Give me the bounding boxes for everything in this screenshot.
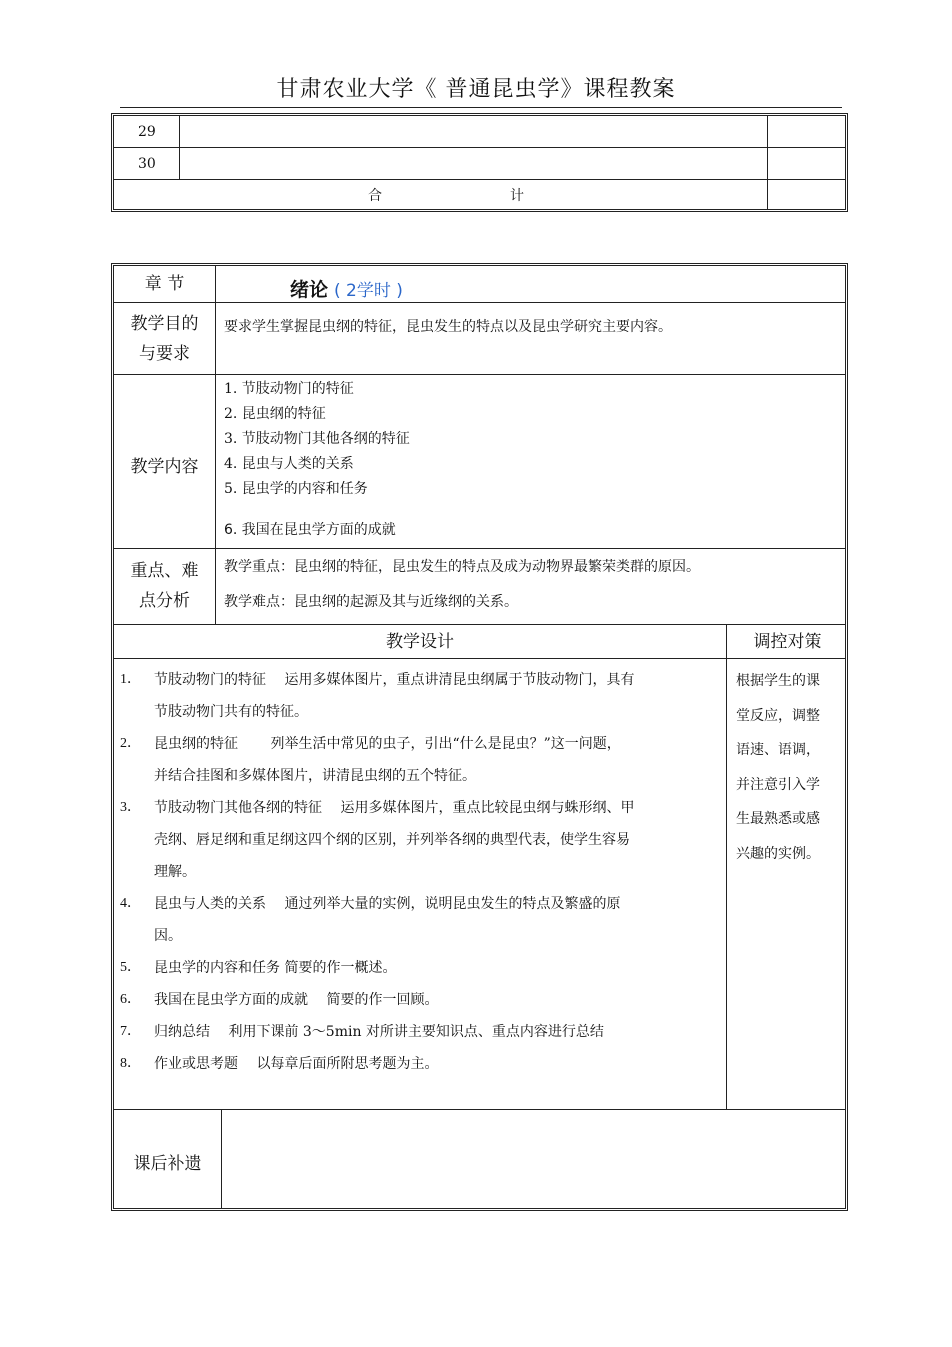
table-row [114,116,845,148]
table-row [114,148,845,180]
total-row [114,180,845,209]
total-label-left: 合 [368,187,382,204]
design-item: 4． 昆虫与人类的关系 通过列举大量的实例，说明昆虫发生的特点及繁盛的原 因。 [120,896,621,944]
goal-text: 要求学生掌握昆虫纲的特征，昆虫发生的特点以及昆虫学研究主要内容。 [224,319,672,335]
design-item: 5． 昆虫学的内容和任务 简要的作一概述。 [120,960,397,976]
chapter-title [290,275,403,302]
design-item: 2． 昆虫纲的特征 列举生活中常见的虫子，引出“什么是昆虫？”这一问题， 并结合挂图和多媒体图片，讲清昆虫纲的五个特征。 [120,736,621,784]
list-item: 1. 节肢动物门的特征 [224,381,354,397]
difficult-point-text: 教学难点：昆虫纲的起源及其与近缘纲的关系。 [224,594,518,610]
control-strategy-text: 根据学生的课 堂反应，调整 语速、语调， 并注意引入学 生最熟悉或感 兴趣的实例。 [736,673,820,862]
summary-table [111,113,848,212]
goal-label [114,309,215,369]
list-item: 2. 昆虫纲的特征 [224,406,326,422]
content-label: 教学内容 [130,457,199,477]
chapter-label: 章 节 [144,274,185,294]
row-number: 30 [114,148,180,179]
row-hours-cell [768,148,845,179]
header-rule [120,107,842,108]
key-label-line: 重点、难 [130,561,199,581]
content-list [224,377,410,502]
list-item: 5. 昆虫学的内容和任务 [224,481,368,497]
list-item: 4. 昆虫与人类的关系 [224,456,354,472]
control-header: 调控对策 [753,632,822,652]
total-label-right: 计 [510,187,524,204]
design-list [120,664,724,1080]
row-hours-cell [768,116,845,147]
list-item: 3. 节肢动物门其他各纲的特征 [224,431,410,447]
total-label-cell [114,180,768,209]
goal-label-line: 教学目的 [130,314,199,334]
key-point-text: 教学重点：昆虫纲的特征，昆虫发生的特点及成为动物界最繁荣类群的原因。 [224,559,700,575]
design-item: 8． 作业或思考题 以每章后面所附思考题为主。 [120,1056,439,1072]
chapter-title-text: 绪论 [290,279,329,301]
design-item: 7． 归纳总结 利用下课前 3～5min 对所讲主要知识点、重点内容进行总结 [120,1024,604,1040]
supplement-label: 课后补遗 [133,1154,202,1174]
design-item: 6． 我国在昆虫学方面的成就 简要的作一回顾。 [120,992,439,1008]
key-points-label [114,556,215,616]
row-content-cell [180,148,768,179]
content-item-6: 6. 我国在昆虫学方面的成就 [224,522,396,538]
design-item: 3． 节肢动物门其他各纲的特征 运用多媒体图片，重点比较昆虫纲与蛛形纲、甲 壳纲、唇足纲和重足纲这四个纲的区别，并列举各纲的典型代表，使学生容易 理解。 [120,800,635,880]
design-header: 教学设计 [386,632,454,652]
supplement-cell [222,1110,845,1208]
lesson-plan-table [111,263,848,1211]
key-label-line: 点分析 [139,591,190,611]
chapter-hours: ( 2学时 ) [334,281,403,301]
page-header-title: 甘肃农业大学《 普通昆虫学》课程教案 [276,77,676,102]
goal-label-line: 与要求 [139,344,190,364]
design-item: 1． 节肢动物门的特征 运用多媒体图片，重点讲清昆虫纲属于节肢动物门，具有 节肢动物门共有的特征。 [120,672,635,720]
row-number: 29 [114,116,180,147]
row-content-cell [180,116,768,147]
